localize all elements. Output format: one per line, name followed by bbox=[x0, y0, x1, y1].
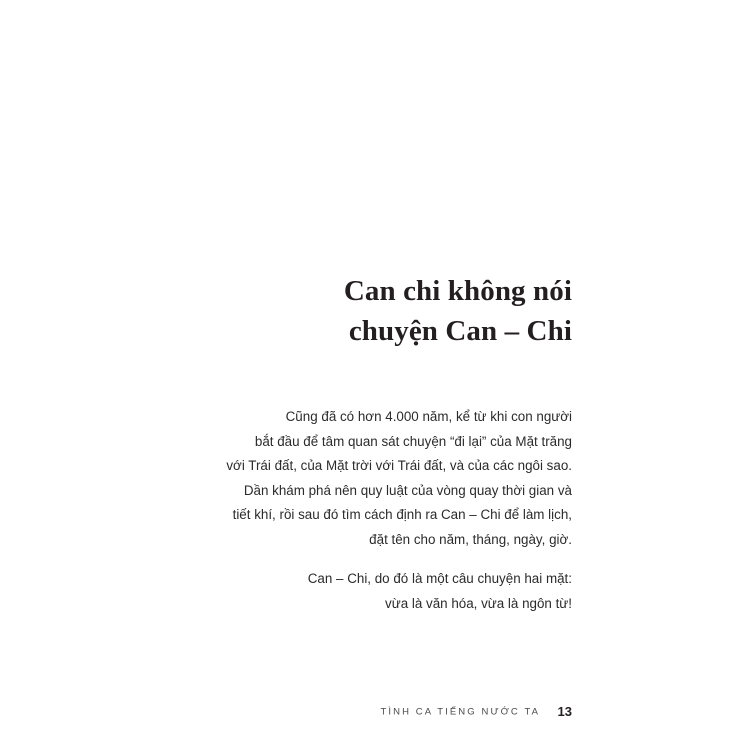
intro-line: Can – Chi, do đó là một câu chuyện hai mặt: bbox=[307, 571, 572, 586]
page-footer bbox=[186, 703, 572, 721]
intro-line: Cũng đã có hơn 4.000 năm, kể từ khi con người bbox=[285, 409, 572, 424]
page-number: 13 bbox=[557, 704, 572, 720]
page-title bbox=[186, 271, 572, 351]
chapter-title-line-1: Can chi không nói bbox=[343, 275, 572, 308]
page-content-column bbox=[186, 0, 572, 756]
intro-paragraph-1 bbox=[186, 405, 572, 552]
intro-line: tiết khí, rồi sau đó tìm cách định ra Can – Chi để làm lịch, bbox=[232, 507, 572, 522]
chapter-intro bbox=[186, 405, 572, 616]
intro-line: vừa là văn hóa, vừa là ngôn từ! bbox=[385, 595, 572, 611]
intro-paragraph-2 bbox=[186, 567, 572, 616]
intro-line: với Trái đất, của Mặt trời với Trái đất, và của các ngôi sao. bbox=[226, 458, 572, 473]
intro-line: đặt tên cho năm, tháng, ngày, giờ. bbox=[369, 531, 572, 547]
intro-line: bắt đầu để tâm quan sát chuyện “đi lại” của Mặt trăng bbox=[254, 433, 572, 449]
chapter-title-line-2: chuyện Can – Chi bbox=[348, 315, 572, 348]
intro-line: Dần khám phá nên quy luật của vòng quay thời gian và bbox=[243, 482, 572, 498]
running-head: TÌNH CA TIẾNG NƯỚC TA bbox=[380, 706, 541, 718]
